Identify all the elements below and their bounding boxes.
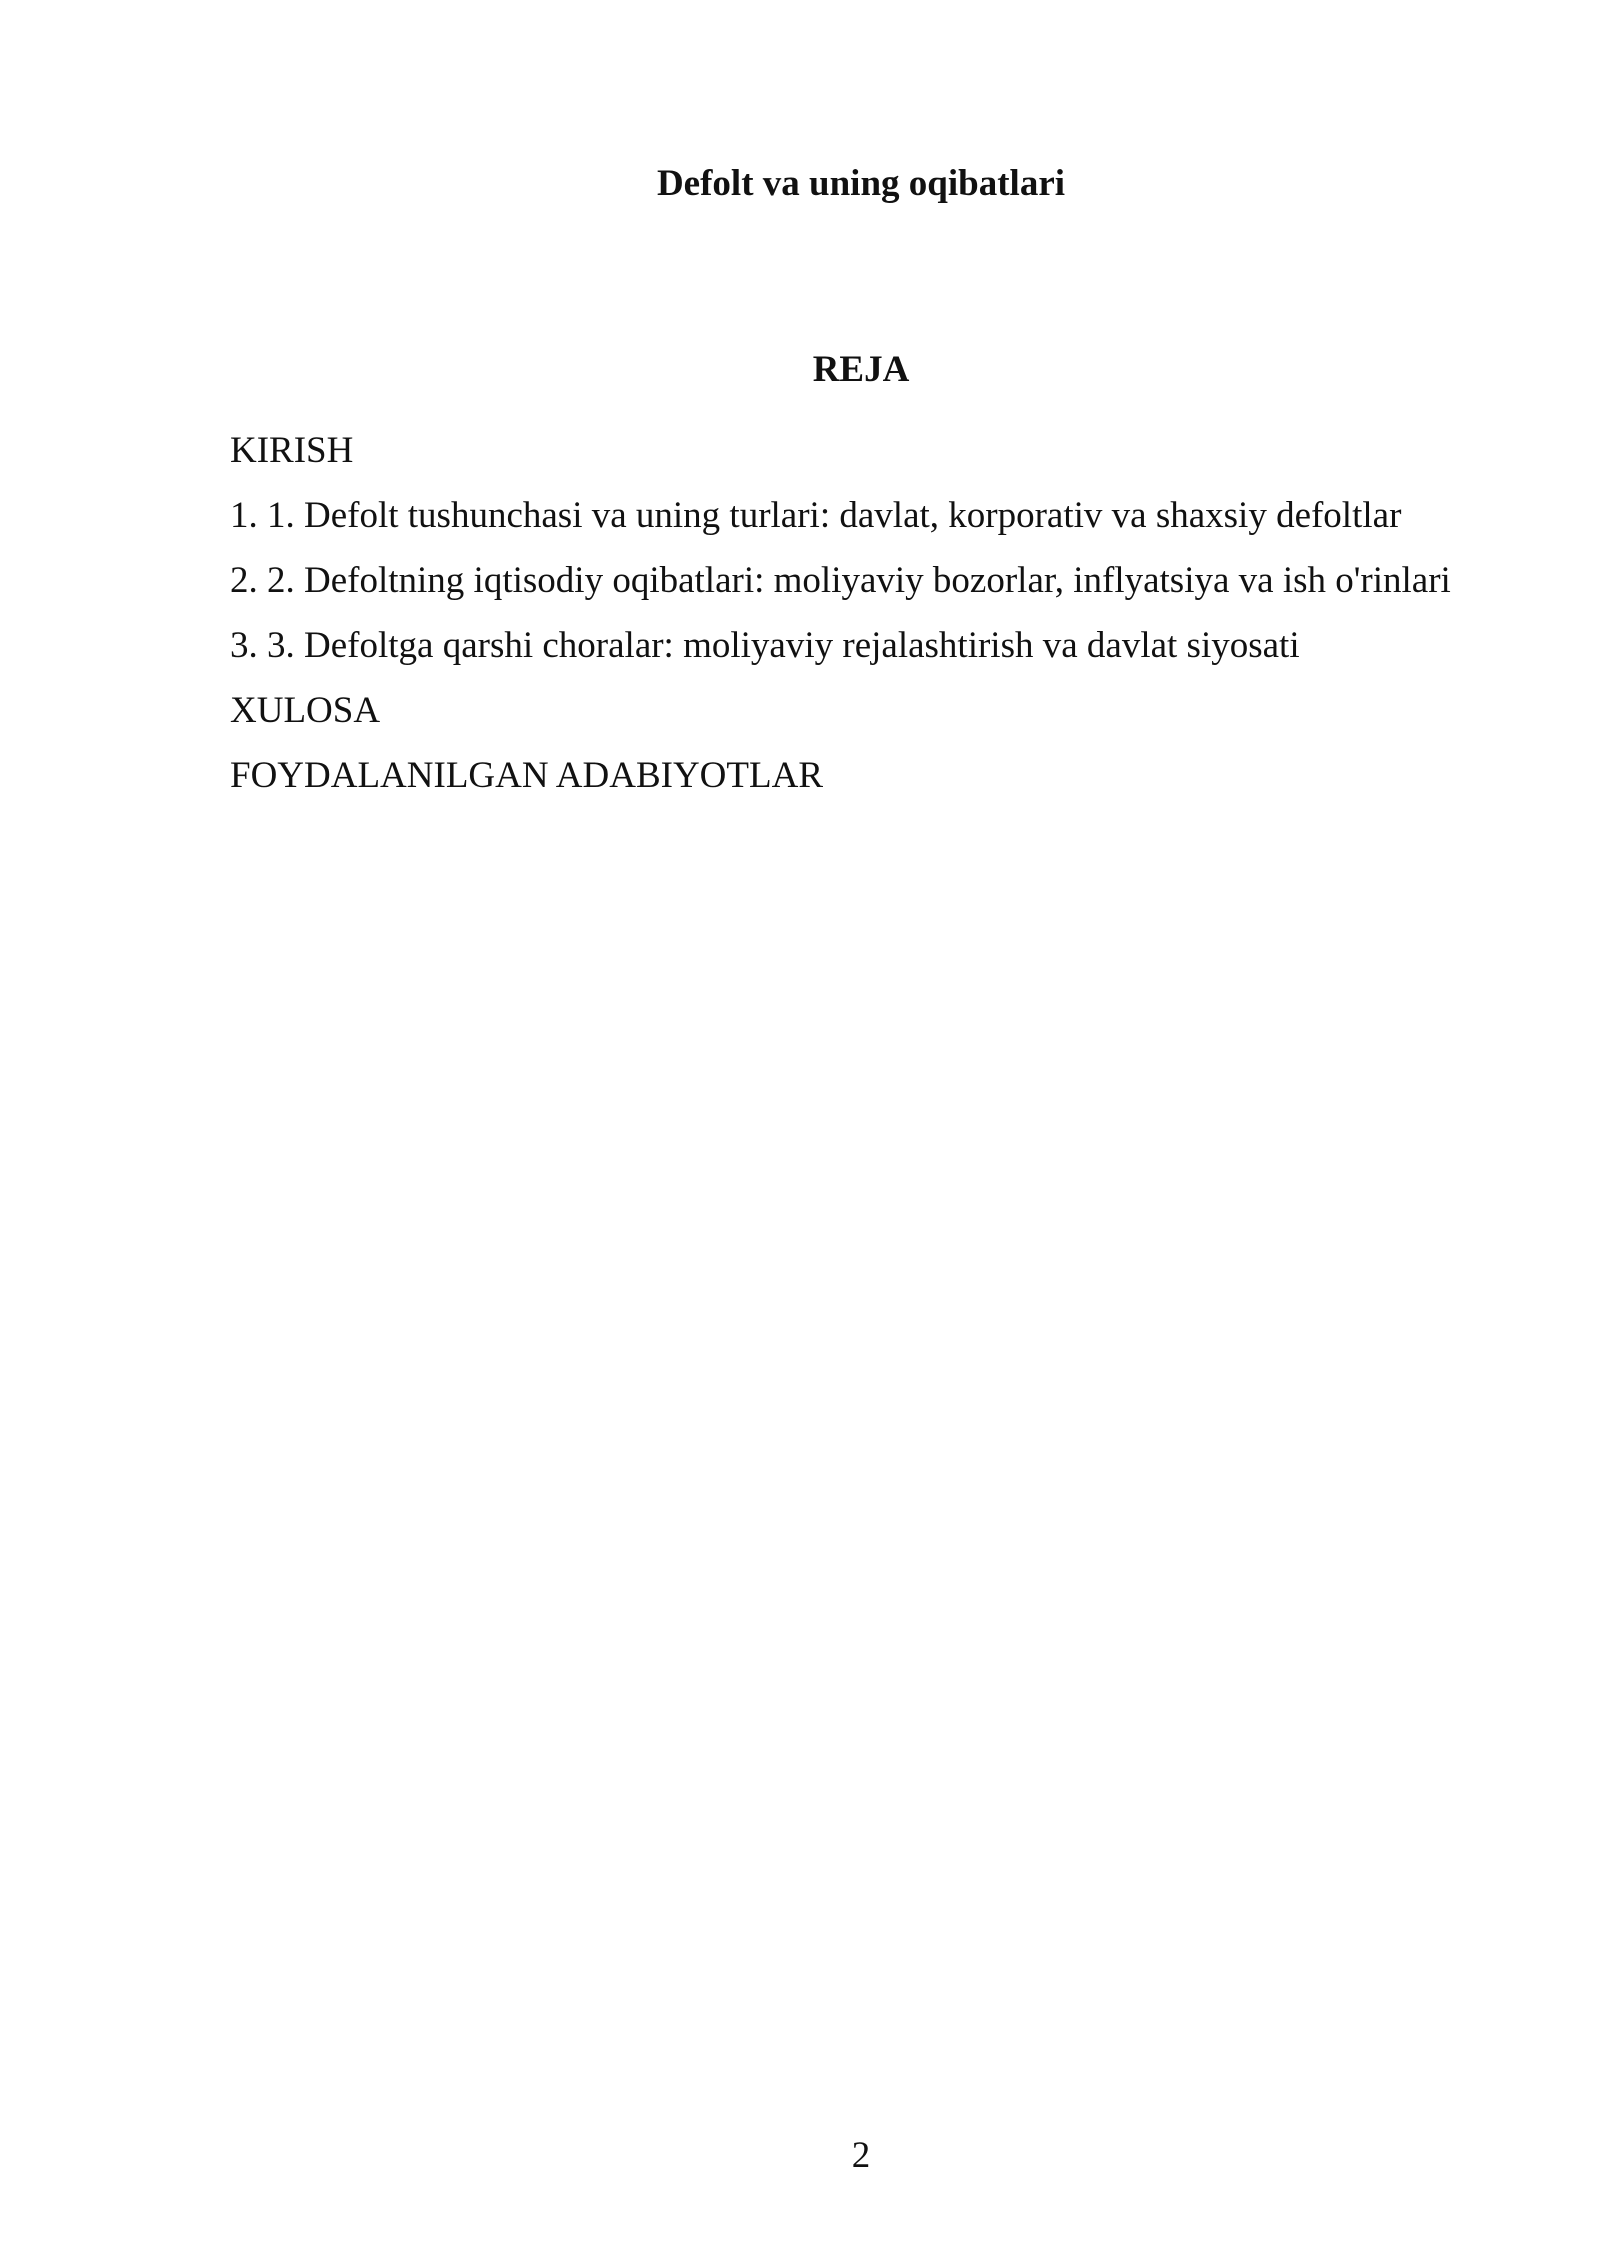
plan-item-section-3: 3. 3. Defoltga qarshi choralar: moliyaviy rejalashtirish va davlat siyosati: [230, 625, 1300, 666]
plan-item-references: FOYDALANILGAN ADABIYOTLAR: [230, 755, 823, 796]
plan-item-conclusion: XULOSA: [230, 690, 381, 731]
plan-item-section-2: 2. 2. Defoltning iqtisodiy oqibatlari: moliyaviy bozorlar, inflyatsiya va ish o'rinlari: [230, 560, 1451, 601]
page-number: 2: [851, 2135, 871, 2176]
plan-item-introduction: KIRISH: [230, 430, 354, 471]
plan-list: [230, 418, 1451, 808]
plan-item-section-1: 1. 1. Defolt tushunchasi va uning turlari: davlat, korporativ va shaxsiy defoltlar: [230, 495, 1402, 536]
plan-heading: REJA: [812, 349, 910, 390]
document-title: Defolt va uning oqibatlari: [656, 163, 1066, 204]
